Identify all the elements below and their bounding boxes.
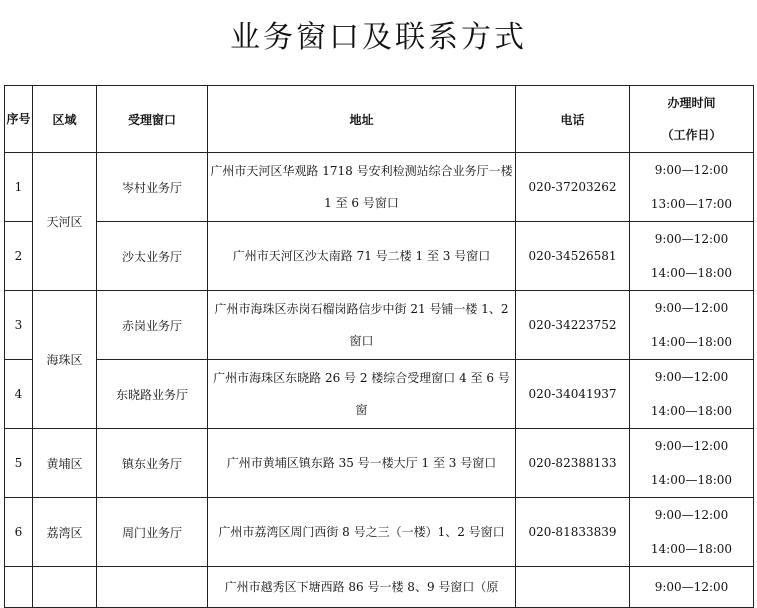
row-number: 2: [5, 222, 33, 291]
hours-cell: [630, 498, 754, 567]
address-cell: 广州市越秀区下塘西路 86 号一楼 8、9 号窗口（原: [208, 567, 516, 608]
hours-cell: [630, 429, 754, 498]
row-number: 6: [5, 498, 33, 567]
hours-am: 9:00—12:00: [654, 232, 729, 246]
window-cell: 赤岗业务厅: [97, 291, 208, 360]
header-phone: 电话: [516, 86, 630, 153]
hours-pm: 13:00—17:00: [650, 197, 733, 211]
table-row: [5, 498, 754, 567]
row-number: [5, 567, 33, 608]
hours-am: 9:00—12:00: [654, 301, 729, 315]
hours-cell: [630, 222, 754, 291]
district-cell: 天河区: [33, 153, 97, 291]
hours-pm: 14:00—18:00: [650, 266, 733, 280]
header-window: 受理窗口: [97, 86, 208, 153]
page-title: 业务窗口及联系方式: [230, 20, 527, 55]
address-cell: 广州市天河区华观路 1718 号安利检测站综合业务厅一楼 1 至 6 号窗口: [208, 153, 516, 222]
district-cell: 海珠区: [33, 291, 97, 429]
window-cell: [97, 567, 208, 608]
row-number: 1: [5, 153, 33, 222]
hours-am: 9:00—12:00: [654, 370, 729, 384]
phone-cell: 020-34041937: [516, 360, 630, 429]
window-cell: 沙太业务厅: [97, 222, 208, 291]
contact-table: [4, 85, 754, 608]
header-hours-line1: 办理时间: [667, 96, 716, 110]
phone-cell: [516, 567, 630, 608]
district-cell: 荔湾区: [33, 498, 97, 567]
table-row: [5, 291, 754, 360]
header-hours-line2: （工作日）: [661, 128, 722, 142]
header-district: 区域: [33, 86, 97, 153]
hours-pm: 14:00—18:00: [650, 542, 733, 556]
table-row: [5, 222, 754, 291]
phone-cell: 020-81833839: [516, 498, 630, 567]
table-row: [5, 153, 754, 222]
district-cell: [33, 567, 97, 608]
row-number: 4: [5, 360, 33, 429]
hours-cell: [630, 153, 754, 222]
table-header-row: [5, 86, 754, 153]
address-cell: 广州市荔湾区周门西街 8 号之三（一楼）1、2 号窗口: [208, 498, 516, 567]
address-cell: 广州市海珠区赤岗石榴岗路信步中街 21 号铺一楼 1、2 窗口: [208, 291, 516, 360]
table-row: [5, 429, 754, 498]
table-row: [5, 567, 754, 608]
phone-cell: 020-37203262: [516, 153, 630, 222]
hours-cell: [630, 291, 754, 360]
row-number: 3: [5, 291, 33, 360]
hours-cell: [630, 567, 754, 608]
hours-pm: 14:00—18:00: [650, 473, 733, 487]
hours-am: 9:00—12:00: [654, 163, 729, 177]
phone-cell: 020-34526581: [516, 222, 630, 291]
hours-am: 9:00—12:00: [654, 508, 729, 522]
address-cell: 广州市海珠区东晓路 26 号 2 楼综合受理窗口 4 至 6 号窗: [208, 360, 516, 429]
hours-pm: 14:00—18:00: [650, 404, 733, 418]
window-cell: 岑村业务厅: [97, 153, 208, 222]
hours-am: 9:00—12:00: [654, 439, 729, 453]
header-address: 地址: [208, 86, 516, 153]
header-seq: 序号: [5, 86, 33, 153]
row-number: 5: [5, 429, 33, 498]
address-cell: 广州市天河区沙太南路 71 号二楼 1 至 3 号窗口: [208, 222, 516, 291]
hours-am: 9:00—12:00: [654, 580, 729, 594]
table-row: [5, 360, 754, 429]
window-cell: 东晓路业务厅: [97, 360, 208, 429]
window-cell: 周门业务厅: [97, 498, 208, 567]
hours-cell: [630, 360, 754, 429]
phone-cell: 020-34223752: [516, 291, 630, 360]
district-cell: 黄埔区: [33, 429, 97, 498]
header-hours: [630, 86, 754, 153]
hours-pm: 14:00—18:00: [650, 335, 733, 349]
phone-cell: 020-82388133: [516, 429, 630, 498]
window-cell: 镇东业务厅: [97, 429, 208, 498]
address-cell: 广州市黄埔区镇东路 35 号一楼大厅 1 至 3 号窗口: [208, 429, 516, 498]
